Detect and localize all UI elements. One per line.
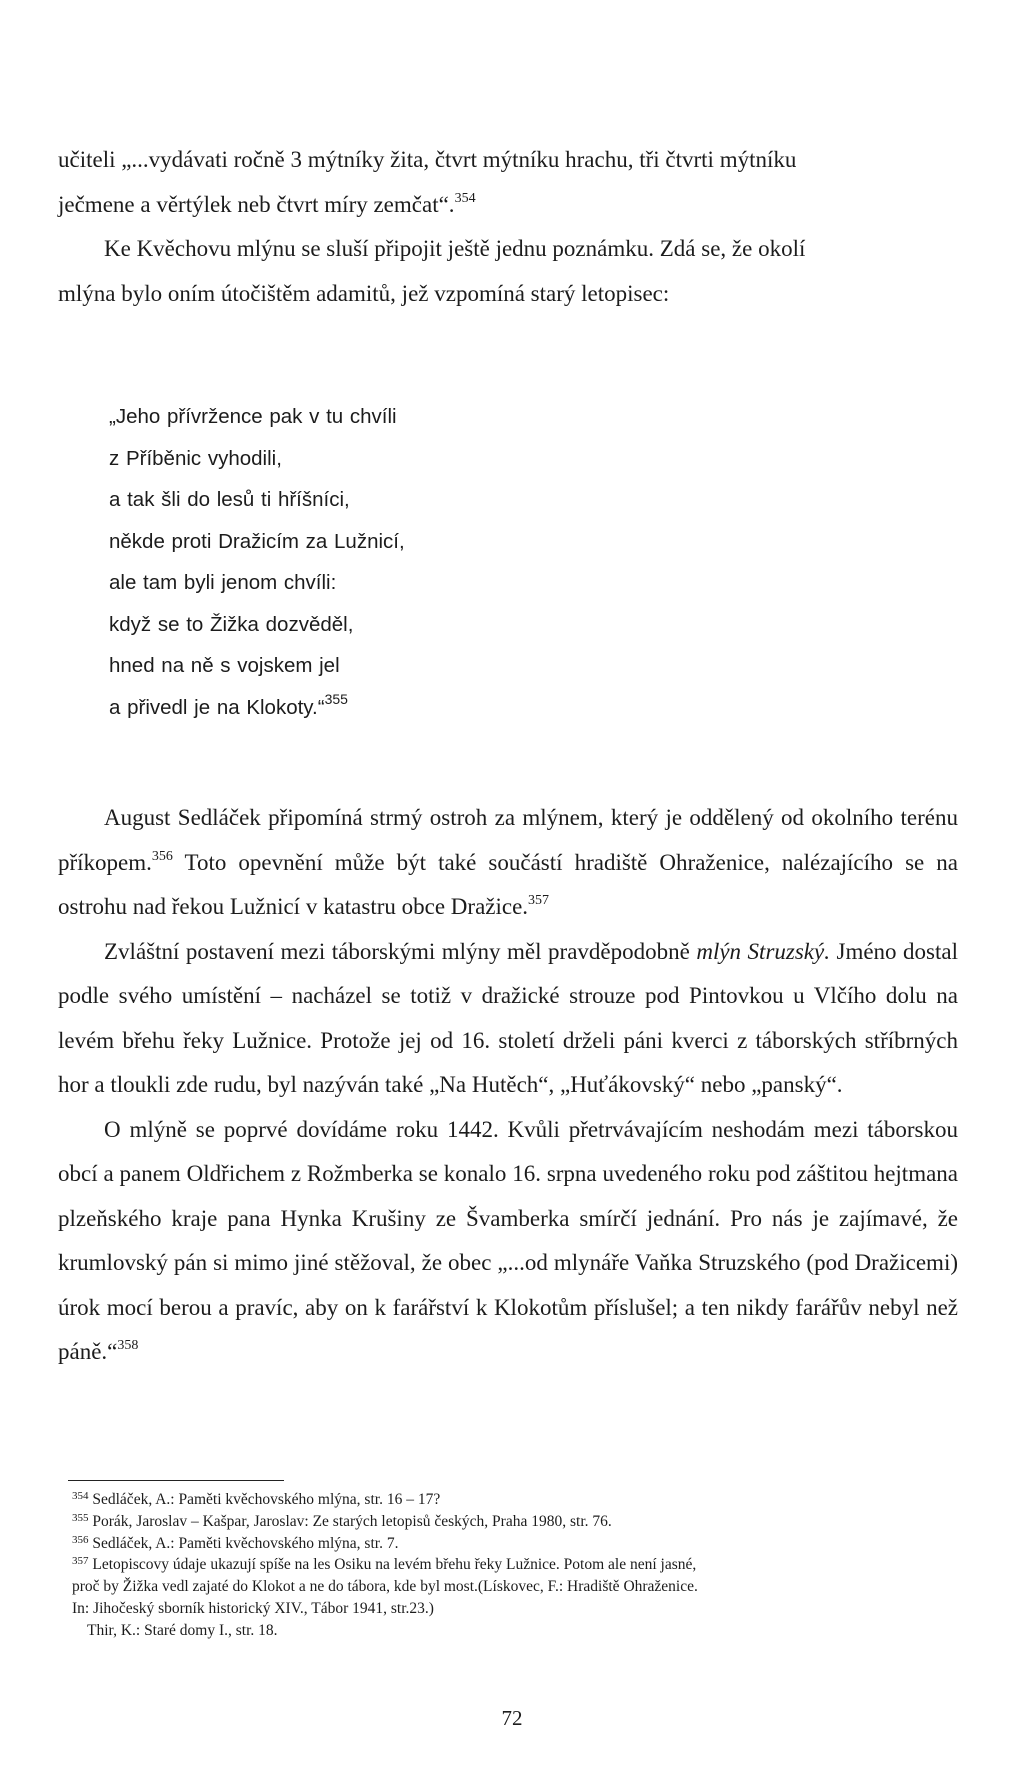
page-number: 72 (501, 1706, 523, 1730)
verse-line: a tak šli do lesů ti hříšníci, (109, 488, 350, 511)
verse-line: a přivedl je na Klokoty.“ (109, 695, 325, 719)
paragraph-body (58, 796, 958, 1375)
verse-line: „Jeho přívržence pak v tu chvíli (109, 405, 397, 428)
quoted-verse (109, 396, 809, 728)
footnotes (72, 1489, 972, 1642)
footnote-357-continued: In: Jihočeský sborník historický XIV., Tábor 1941, str.23.) (72, 1599, 434, 1617)
footnote-357-continued: proč by Žižka vedl zajaté do Klokot a ne do tábora, kde byl most.(Lískovec, F.: Hradiště Ohraženice. (72, 1578, 698, 1596)
footnote-356: $^{356}$ Sedláček, A.: Paměti kvěchovského mlýna, str. 7. (72, 1533, 399, 1552)
body-text: Jméno dostal podle svého umístění – nacházel se totiž v dražické strouze pod Pintovkou u Vlčího dolu na levém břehu řeky Lužnice. Protože jej od 16. století drželi páni kverci z táborských stříbrných hor a tloukli zde rudu, byl nazýván také „Na Hutěch“, „Huťákovský“ nebo „panský“. (58, 938, 958, 1097)
footnote-357: $^{357}$ Letopiscovy údaje ukazují spíše na les Osiku na levém břehu řeky Lužnice. Potom ale není jasné, (72, 1555, 697, 1574)
verse-line: když se to Žižka dozvěděl, (109, 612, 354, 636)
verse-line: hned na ně s vojskem jel (109, 654, 340, 677)
footnote-divider (68, 1480, 284, 1481)
body-text: Toto opevnění může být také součástí hradiště Ohraženice, nalézajícího se na ostrohu nad řekou Lužnicí v katastru obce Dražice. (58, 849, 958, 919)
verse-line: někde proti Dražicím za Lužnicí, (109, 529, 405, 553)
verse-line: ale tam byli jenom chvíli: (109, 571, 337, 594)
body-text: O mlýně se poprvé dovídáme roku 1442. Kvůli přetrvávajícím neshodám mezi táborskou obcí a panem Oldřichem z Rožmberka se konalo 16. srpna uvedeného roku pod záštitou hejtmana plzeňského kraje pana Hynka Krušiny ze Švamberka smírčí jednání. Pro nás je zajímavé, že krumlovský pán si mimo jiné stěžoval, že obec „...od mlynáře Vaňka Struzského (pod Dražicemi) úrok mocí berou a pravíc, aby on k farářství k Klokotům příslušel; a ten nikdy farářův nebyl než páně.“ (58, 1116, 958, 1364)
body-text: August Sedláček připomíná strmý ostroh za mlýnem, který je oddělený od okolního terénu příkopem. (58, 805, 958, 875)
paragraph-intro (58, 138, 958, 316)
footnote-ref-357: 357 (528, 893, 550, 908)
mill-name: mlýn Struzský. (696, 938, 830, 964)
text-line: učiteli „...vydávati ročně 3 mýtníky žita, čtvrt mýtníku hrachu, tři čtvrti mýtníku (58, 147, 797, 172)
footnote-ref-358: 358 (117, 1338, 139, 1353)
footnote-354: $^{354}$ Sedláček, A.: Paměti kvěchovského mlýna, str. 16 – 17? (72, 1490, 441, 1508)
footnote-355: $^{355}$ Porák, Jaroslav – Kašpar, Jaroslav: Ze starých letopisů českých, Praha 1980, str. 76. (72, 1511, 612, 1530)
text-line: Ke Kvěchovu mlýnu se sluší připojit ještě jednu poznámku. Zdá se, že okolí (104, 236, 806, 261)
body-text: Zvláštní postavení mezi táborskými mlýny měl pravděpodobně (104, 938, 697, 964)
text-line: mlýna bylo oním útočištěm adamitů, jež vzpomíná starý letopisec: (58, 280, 670, 306)
verse-line: z Příběnic vyhodili, (109, 446, 282, 470)
text-line: ječmene a věrtýlek neb čtvrt míry zemčat“. (58, 191, 455, 217)
footnote-ref-356: 356 (151, 848, 173, 864)
footnote-358: Thir, K.: Staré domy I., str. 18. (87, 1621, 278, 1639)
footnote-ref-355: 355 (324, 690, 348, 707)
footnote-ref-354: 354 (454, 190, 476, 206)
